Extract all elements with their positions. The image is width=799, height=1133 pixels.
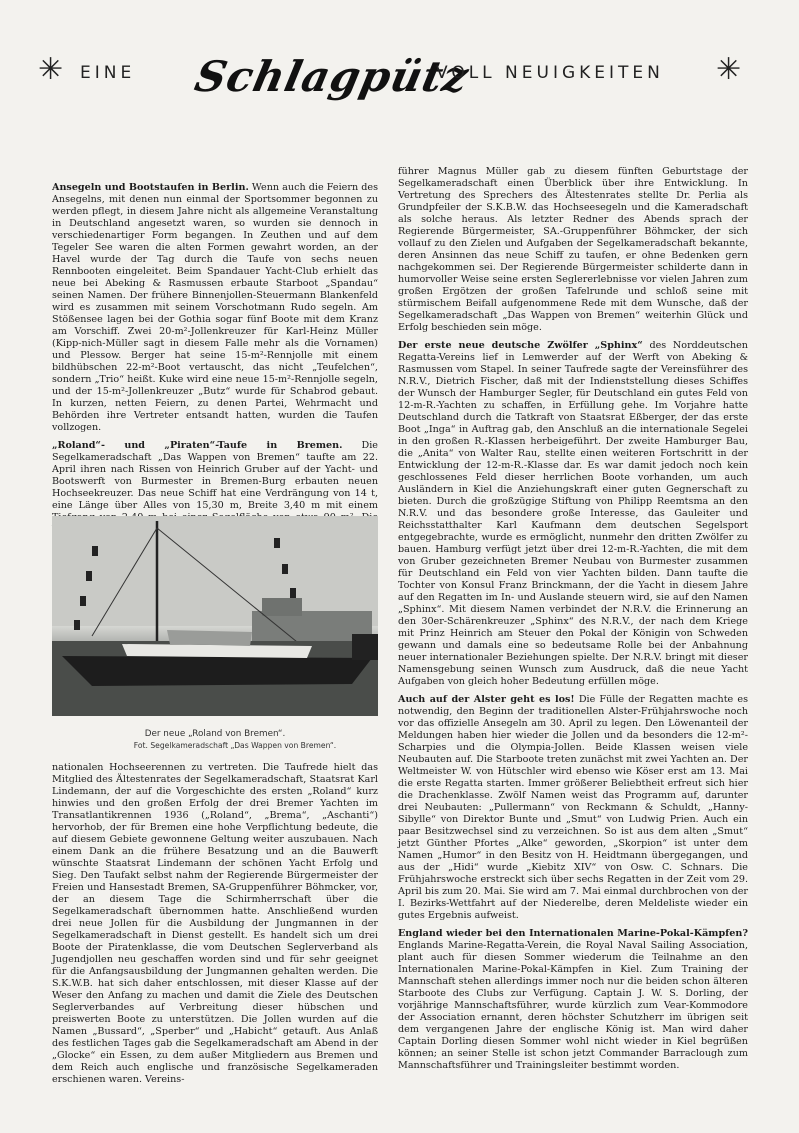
heading-zwoelfer-sphinx: Der erste neue deutsche Zwölfer „Sphinx“ bbox=[398, 340, 643, 351]
body-vereinsfuehrer: führer Magnus Müller gab zu diesem fünften Geburtstage der Segelkameradschaft einen Überblick über ihre Entwicklung. In Vertretung des Sprechers des Ältestenrates stellte Dr. Perlia als Grundpfeiler der S.K.B.W. das Hochseesegeln und die Kameradschaft als solche heraus. Als letzter Redner des Abends sprach der Regierende Bürgermeister, SA.-Gruppenführer Böhmcker, der sich vollauf zu den Zielen und Aufgaben der Segelkameradschaft bekannte, deren Ansinnen das neue Schiff zu taufen, er ohne Bedenken gern nachgekommen sei. Der Regierende Bürgermeister schilderte dann in humorvoller Weise seine ersten Seglererlebnisse vor vielen Jahren zum großen Ergötzen der großen Tafelrunde und schloß seine mit stürmischem Beifall aufgenommene Rede mit dem Wunsche, daß der Segelkameradschaft „Das Wappen von Bremen“ weiterhin Glück und Erfolg beschieden sein möge. bbox=[398, 166, 748, 333]
photo-caption: Der neue „Roland von Bremen“. bbox=[144, 729, 286, 739]
body-roland-continued: nationalen Hochseerennen zu vertreten. Die Taufrede hielt das Mitglied des Ältestenrates der Segelkameradschaft, Staatsrat Karl Lindemann, der auf die Vorgeschichte des ersten „Roland“ kurz hinwies und den großen Erfolg der drei Bremer Yachten im Transatlantikrennen 1936 („Roland“, „Brema“, „Aschanti“) hervorhob, der für Bremen eine hohe Verpflichtung bedeute, die auf diesem Gebiete gewonnene Geltung weiter auszubauen. Nach einem Dank an die frühere Besatzung und an die Bauwerft wünschte Staatsrat Lindemann der schönen Yacht Erfolg und Sieg. Den Taufakt selbst nahm der Regierende Bürgermeister der Freien und Hansestadt Bremen, SA-Gruppenführer Böhmcker, vor, der an diesem Tage die Schirmherrschaft über die Segelkameradschaft übernommen hatte. Anschließend wurden drei neue Jollen für die Ausbildung der Jungmannen in der Segelkameradschaft in Dienst gestellt. Es handelt sich um drei Boote der Piratenklasse, die vom Deutschen Seglerverband als Jugendjollen neu geschaffen worden sind und für sehr geeignet für die Anfangsausbildung der Jungmannen gehalten werden. Die S.K.W.B. hat sich daher entschlossen, mit dieser Klasse auf der Weser den Anfang zu machen und damit die Ziele des Deutschen Seglerverbandes auf Verbreitung dieser hübschen und preiswerten Boote zu unterstützen. Die Jollen wurden auf die Namen „Bussard“, „Sperber“ und „Habicht“ getauft. Aus Anlaß des festlichen Tages gab die Segelkameradschaft am Abend in der „Glocke“ ein Essen, zu dem außer Mitgliedern aus Bremen und dem Reich auch englische und französische Segelkameraden erschienen waren. Vereins- bbox=[52, 762, 378, 1085]
yacht-photo bbox=[52, 516, 378, 716]
body-zwoelfer-sphinx: des Norddeutschen Regatta-Vereins lief in Lemwerder auf der Werft von Abeking & Rasmussen vom Stapel. In seiner Taufrede sagte der Vereinsführer des N.R.V., Dietrich Fischer, daß mit der Indienststellung dieses Schiffes der Wunsch der Hamburger Segler, für Deutschland ein gutes Feld von 12-m-R.-Yachten zu schaffen, in Erfüllung gehe. Im Vorjahre hatte Deutschland durch die Tatkraft von Staatsrat Eßberger, der das erste Boot „Inga“ in Auftrag gab, den Anschluß an die internationale Segelei in den großen R.-Klassen herbeigeführt. Der zweite Hamburger Bau, die „Anita“ von Walter Rau, stellte einen weiteren Fortschritt in der Entwicklung der 12-m-R.-Klasse dar. Es war damit jedoch noch kein geschlossenes Feld dieser herrlichen Boote vorhanden, um auch Ausländern in Kiel die Anziehungskraft einer guten Gegnerschaft zu bieten. Durch die großzügige Stiftung von Philipp Reemtsma an den N.R.V. und das besondere große Interesse, das Gauleiter und Reichsstatthalter Karl Kaufmann dem deutschen Segelsport entgegebrachte, wurde es ermöglicht, nunmehr den dritten Zwölfer zu bauen. Hamburg verfügt jetzt über drei 12-m-R.-Yachten, die mit dem von Gruber gezeichneten Bremer Neubau von Burmester zusammen für Deutschland ein Feld von vier Yachten bilden. Dann taufte die Tochter von Konsul Franz Brinckmann, der die Yacht in diesem Jahre auf den Regatten im In- und Auslande steuern wird, sie auf den Namen „Sphinx“. Mit diesem Namen verbindet der N.R.V. die Erinnerung an den 30er-Schärenkreuzer „Sphinx“ des N.R.V., der nach dem Kriege mit Prinz Heinrich am Steuer den Pokal der Königin von Schweden gewann und damals eine so bedeutsame Rolle bei der Anbahnung neuer internationaler Beziehungen spielte. Der N.R.V. bringt mit dieser Namensgebung seinen Wunsch zum Ausdruck, daß die neue Yacht Aufgaben von gleich hoher Bedeutung erfüllen möge. bbox=[398, 340, 748, 687]
body-roland-piraten: Die Segelkameradschaft „Das Wappen von Bremen“ taufte am 22. April ihren nach Rissen von Heinrich Gruber auf der Yacht- und Bootswerft von Burmester in Bremen-Burg erbauten neuen Hochseekreuzer. Das neue Schiff hat eine Verdrängung von 14 t, eine Länge über Alles von 15,30 m, Breite 3,40 m mit einem bbox=[52, 440, 378, 511]
body-england-marine: Englands Marine-Regatta-Verein, die Royal Naval Sailing Association, plant auch für diesen Sommer wiederum die Teilnahme an den Internationalen Marine-Pokal-Kämpfen in Kiel. Zum Training der Mannschaft stehen allerdings immer noch nur die beiden schon älteren Starboote des Clubs zur Verfügung. Captain J. W. S. Dorling, der vorjährige Mannschaftsführer, wurde kürzlich zum Vear-Kommodore der Association ernannt, deren höchster Schutzherr im übrigen seit dem vergangenen Jahre der englische König ist. Man wird daher Captain Dorling diesen Sommer wohl nicht wieder in Kiel begrüßen können; an seiner Stelle ist schon jetzt Commander Barraclough zum Mannschaftsführer und Trainingsleiter bestimmt worden. bbox=[398, 940, 748, 1071]
header-word-voll-neuigkeiten: VOLL NEUIGKEITEN bbox=[436, 63, 664, 83]
right-star-ornament: ✳ bbox=[716, 52, 742, 87]
heading-alster: Auch auf der Alster geht es los! bbox=[398, 694, 575, 705]
photo-caption-block bbox=[52, 729, 378, 751]
body-alster: Die Fülle der Regatten machte es notwendig, den Beginn der traditionellen Alster-Frühjahrswoche noch vor das offizielle Ansegeln am 30. April zu legen. Den Löwenanteil der Meldungen haben hier wieder die Jollen und da besonders die 12-m²-Scharpies und die Olympia-Jollen. Beide Klassen weisen viele Neubauten auf. Die Starboote treten zunächst mit zwei Yachten an. Der Weltmeister W. von Hütschler wird ebenso wie Köser erst am 13. Mai die erste Regatta starten. Immer größerer Beliebtheit erfreut sich hier die Drachenklasse. Zwölf Namen weist das Programm auf, darunter drei Neubauten: „Pullermann“ von Reckmann & Schuldt, „Hanny-Sibylle“ von Direktor Bunte und „Smut“ von Ludwig Prien. Auch ein paar Besitzwechsel sind zu verzeichnen. So ist aus dem alten „Smut“ jetzt Günther Pfortes „Alke“ geworden, „Skorpion“ ist unter dem Namen „Humor“ in den Besitz von H. Heidtmann übergegangen, und aus der „Hidi“ wurde „Kiebitz XIV“ von Osw. C. Schnars. Die Frühjahrswoche erstreckt sich über sechs Regatten in der Zeit vom 29. April bis zum 20. Mai. Sie wird am 7. Mai einmal durchbrochen von der I. Bezirks-Wettfahrt auf der Niederelbe, deren Meldeliste wieder ein gutes Ergebnis aufweist. bbox=[398, 694, 749, 921]
left-column-top bbox=[52, 176, 378, 566]
article-vereinsfuehrer bbox=[398, 166, 748, 334]
left-star-ornament: ✳ bbox=[38, 52, 64, 87]
header-word-eine: EINE bbox=[80, 63, 136, 83]
heading-roland-piraten: „Roland“- und „Piraten“-Taufe in Bremen. bbox=[52, 440, 343, 451]
photo-credit: Fot. Segelkameradschaft „Das Wappen von Bremen“. bbox=[133, 741, 337, 750]
header-script-title: Schlagpütz bbox=[190, 52, 474, 101]
left-column-bottom bbox=[52, 762, 378, 1092]
body-ansegeln-berlin: Wenn auch die Feiern des Ansegelns, mit denen nun einmal der Sportsommer begonnen zu werden pflegt, in diesem Jahre nicht als allgemeine Veranstaltung in Deutschland angesetzt waren, so wurden sie dennoch in verschiedenartiger Form begangen. In Zeuthen und auf dem Tegeler See waren die alten Formen gewahrt worden, an der Havel wurde der Tag durch die Taufe von sechs neuen Rennbooten eingeleitet. Beim Spandauer Yacht-Club erhielt das neue bei Abeking & Rasmussen erbaute Starboot „Spandau“ seinen Namen. Der frühere Binnenjollen-Steuermann Blankenfeld wird es zusammen mit seinem Vorschotmann Rudo segeln. Am Stößensee lagen bei der Gothia sogar fünf Boote mit dem Kranz am Vorschiff. Zwei 20-m²-Jollenkreuzer für Karl-Heinz Müller (Kipp-nich-Müller sagt in diesem Falle mehr als die Vornamen) und Plessow. Berger hat seine 15-m²-Rennjolle mit einem bildhübschen 22-m²-Boot vertauscht, das nicht „Teufelchen“, sondern „Trio“ heißt. Kuke wird eine neue 15-m²-Rennjolle segeln, und der 15-m²-Jollenkreuzer „Butz“ wurde für Schabrod gebaut. In kurzen, netten Feiern, zu denen Partei, Wehrmacht und Behörden ihre Vertreter entsandt hatten, wurden die Taufen vollzogen. bbox=[52, 182, 379, 433]
right-column bbox=[398, 166, 748, 1078]
article-roland-continued bbox=[52, 762, 378, 1086]
heading-england-marine: England wieder bei den Internationalen Marine-Pokal-Kämpfen? bbox=[398, 928, 748, 939]
yacht-illustration bbox=[52, 516, 378, 716]
heading-ansegeln-berlin: Ansegeln und Bootstaufen in Berlin. bbox=[52, 182, 249, 193]
